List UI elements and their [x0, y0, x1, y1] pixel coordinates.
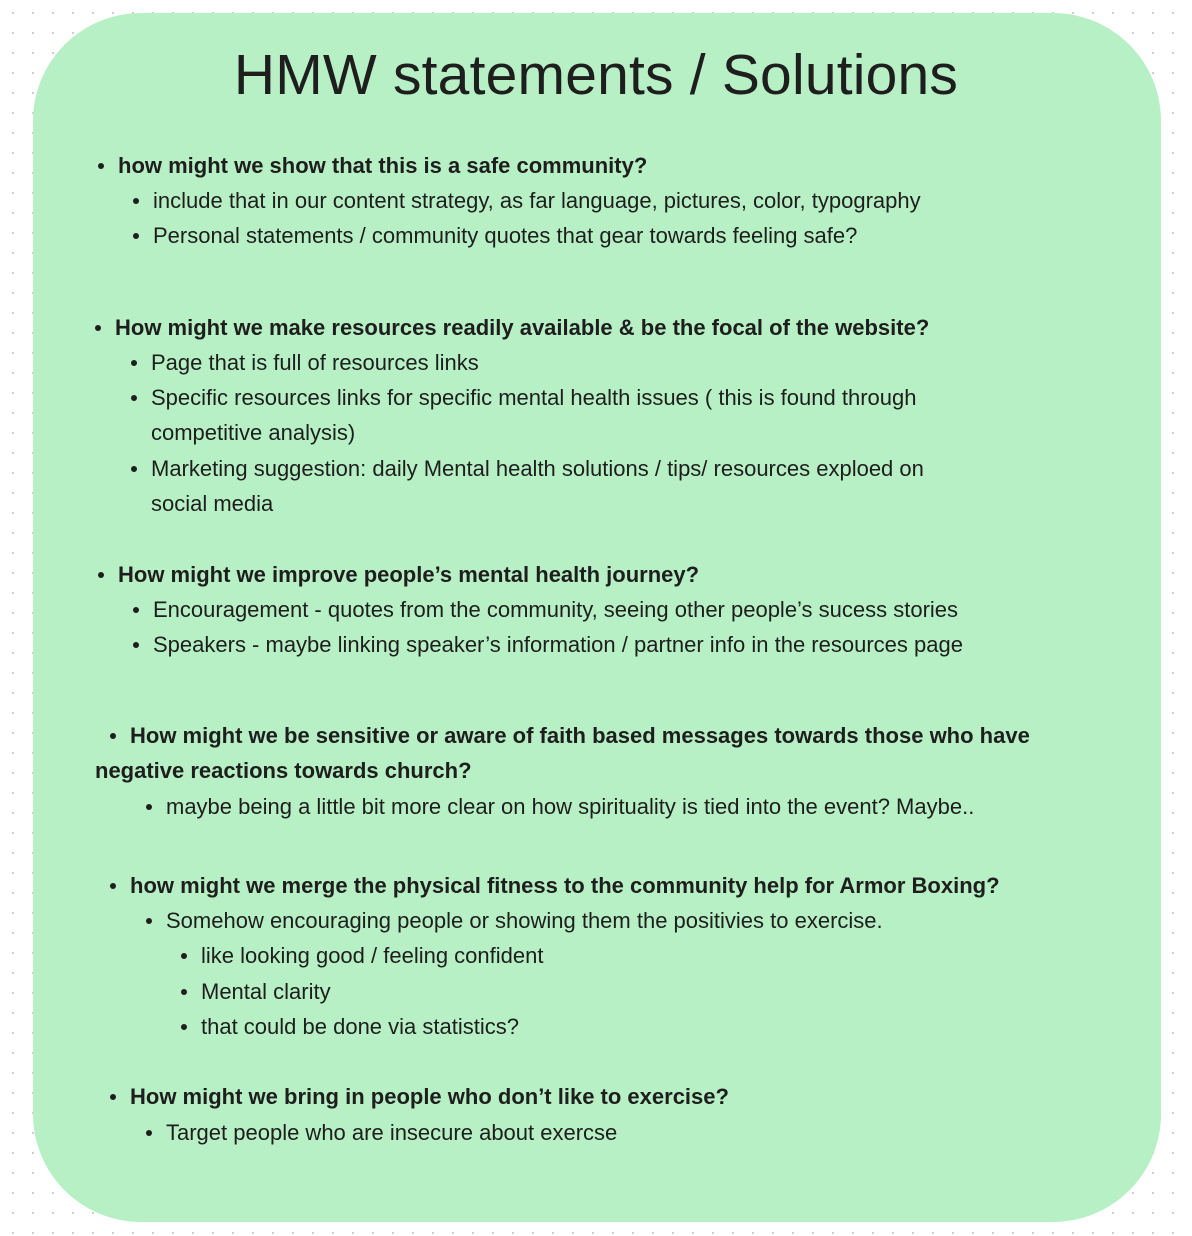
solution-item: include that in our content strategy, as far language, pictures, color, typography [153, 183, 921, 218]
solution-subitem: Mental clarity [201, 974, 331, 1009]
solution-item: maybe being a little bit more clear on how spirituality is tied into the event? Maybe.. [166, 789, 974, 824]
solution-item: Target people who are insecure about exercse [166, 1115, 617, 1150]
solution-item: Somehow encouraging people or showing them the positivies to exercise. [166, 903, 883, 938]
solution-item: Speakers - maybe linking speaker’s information / partner info in the resources page [153, 627, 963, 662]
solution-item: Encouragement - quotes from the community, seeing other people’s sucess stories [153, 592, 958, 627]
hmw-question-faith-messages: How might we be sensitive or aware of faith based messages towards those who have [130, 718, 1030, 753]
solution-subitem: like looking good / feeling confident [201, 938, 543, 973]
page-title: HMW statements / Solutions [233, 43, 959, 107]
hmw-question-exercise: How might we bring in people who don’t like to exercise? [130, 1079, 729, 1114]
hmw-question-resources: How might we make resources readily available & be the focal of the website? [115, 310, 929, 345]
solution-item: Personal statements / community quotes that gear towards feeling safe? [153, 218, 857, 253]
solution-item-continuation: competitive analysis) [151, 420, 356, 445]
hmw-question-faith-messages-continuation: negative reactions towards church? [95, 758, 472, 783]
solution-item: Specific resources links for specific mental health issues ( this is found through [151, 380, 916, 415]
solution-item: Marketing suggestion: daily Mental health solutions / tips/ resources exploed on [151, 451, 924, 486]
hmw-question-safe-community: how might we show that this is a safe community? [118, 148, 647, 183]
hmw-question-physical-fitness: how might we merge the physical fitness to the community help for Armor Boxing? [130, 868, 1000, 903]
hmw-question-mental-health-journey: How might we improve people’s mental health journey? [118, 557, 699, 592]
solution-subitem: that could be done via statistics? [201, 1009, 519, 1044]
solution-item: Page that is full of resources links [151, 345, 479, 380]
solution-item-continuation: social media [151, 491, 274, 516]
